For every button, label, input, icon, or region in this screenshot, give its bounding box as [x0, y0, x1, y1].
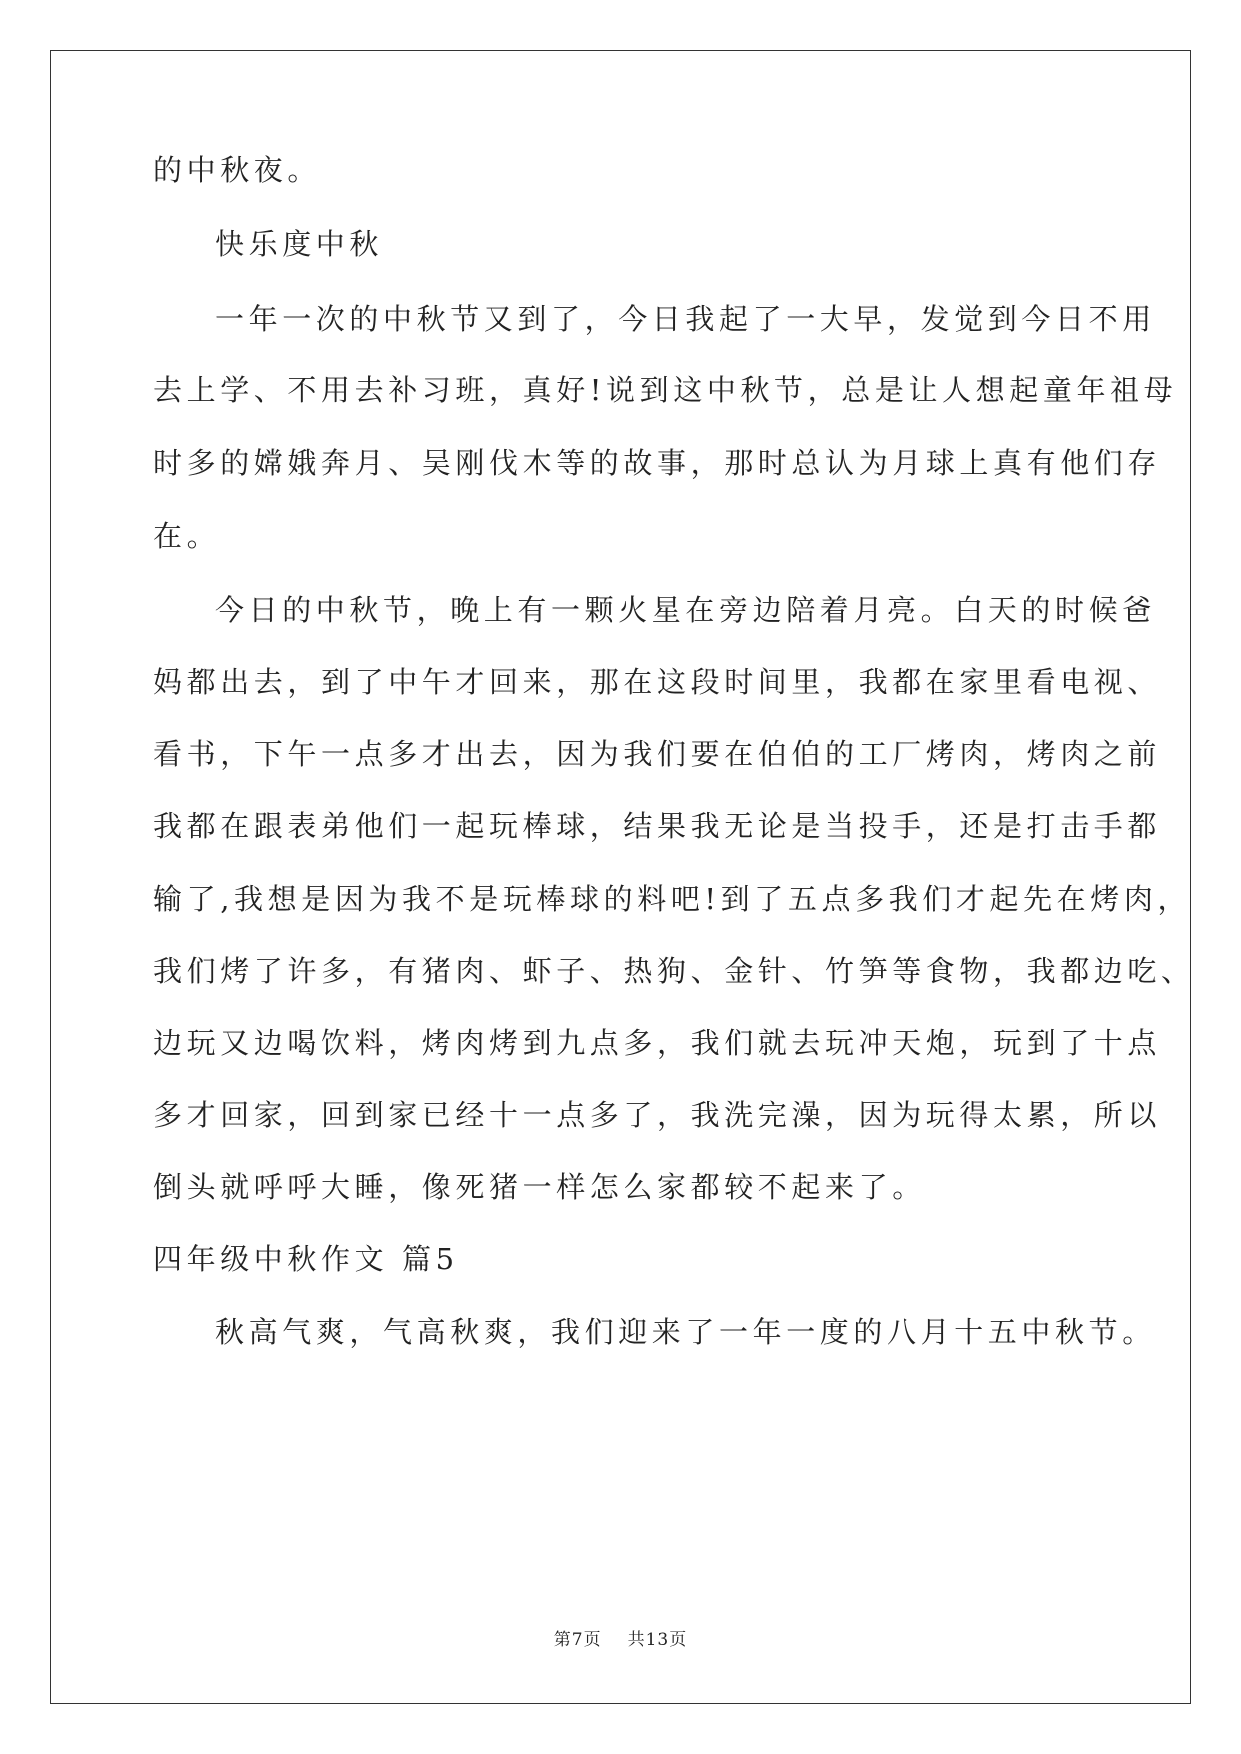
- page-total: 共13页: [627, 1630, 688, 1650]
- paragraph-line: 在。: [153, 519, 221, 553]
- paragraph-line: 我们烤了许多，有猪肉、虾子、热狗、金针、竹笋等食物，我都边吃、: [153, 954, 1195, 988]
- paragraph-line: 多才回家，回到家已经十一点多了，我洗完澡，因为玩得太累，所以: [153, 1098, 1162, 1132]
- paragraph-line: 去上学、不用去补习班，真好!说到这中秋节，总是让人想起童年祖母: [153, 373, 1178, 407]
- paragraph-line: 时多的嫦娥奔月、吴刚伐木等的故事，那时总认为月球上真有他们存: [153, 446, 1162, 480]
- paragraph-line: 边玩又边喝饮料，烤肉烤到九点多，我们就去玩冲天炮，玩到了十点: [153, 1026, 1162, 1060]
- paragraph-line: 秋高气爽，气高秋爽，我们迎来了一年一度的八月十五中秋节。: [215, 1315, 1156, 1349]
- section-heading: 快乐度中秋: [215, 227, 384, 261]
- paragraph-line: 看书，下午一点多才出去，因为我们要在伯伯的工厂烤肉，烤肉之前: [153, 737, 1162, 771]
- paragraph-line: 的中秋夜。: [153, 153, 322, 187]
- paragraph-line: 我都在跟表弟他们一起玩棒球，结果我无论是当投手，还是打击手都: [153, 809, 1162, 843]
- paragraph-line: 倒头就呼呼大睡，像死猪一样怎么家都较不起来了。: [153, 1170, 926, 1204]
- paragraph-line: 妈都出去，到了中午才回来，那在这段时间里，我都在家里看电视、: [153, 665, 1162, 699]
- section-heading: 四年级中秋作文 篇5: [153, 1242, 459, 1276]
- paragraph-line: 输了,我想是因为我不是玩棒球的料吧!到了五点多我们才起先在烤肉，: [153, 882, 1192, 916]
- page-footer: [0, 1628, 1241, 1652]
- paragraph-line: 今日的中秋节，晚上有一颗火星在旁边陪着月亮。白天的时候爸: [215, 593, 1156, 627]
- page-number: 第7页: [553, 1630, 602, 1650]
- paragraph-line: 一年一次的中秋节又到了，今日我起了一大早，发觉到今日不用: [215, 302, 1156, 336]
